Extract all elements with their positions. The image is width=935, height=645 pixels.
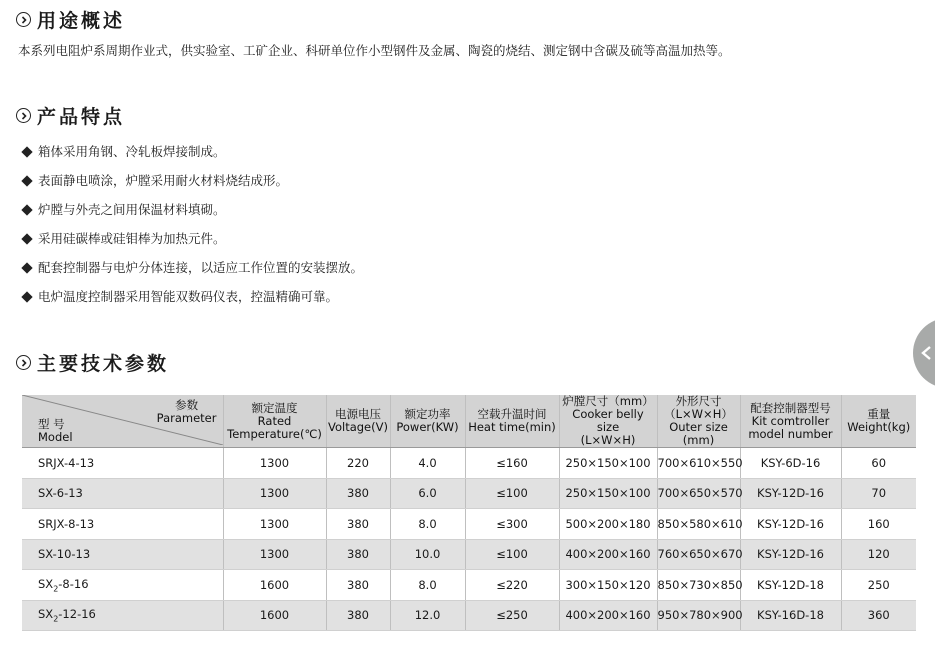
feature-list	[22, 143, 363, 317]
cell-power: 8.0	[390, 509, 465, 540]
cell-outer-size: 850×730×850	[657, 570, 740, 601]
cell-belly-size: 500×200×180	[559, 509, 657, 540]
table-row	[22, 539, 916, 570]
cell-temp: 1600	[223, 600, 326, 631]
feature-item	[22, 172, 363, 201]
table-row	[22, 509, 916, 540]
section-title-features: 产品特点	[37, 106, 126, 128]
table-header-row	[22, 395, 916, 448]
cell-power: 10.0	[390, 539, 465, 570]
corner-model-cn: 型 号	[38, 417, 65, 431]
header-belly-size: 炉膛尺寸（mm） Cooker belly size (L×W×H)	[559, 395, 657, 448]
cell-heat-time: ≤100	[465, 478, 559, 509]
feature-text: 电炉温度控制器采用智能双数码仪表，控温精确可靠。	[38, 289, 339, 304]
cell-controller: KSY-12D-18	[740, 570, 841, 601]
cell-weight: 120	[841, 539, 916, 570]
cell-weight: 250	[841, 570, 916, 601]
cell-weight: 60	[841, 448, 916, 479]
cell-heat-time: ≤160	[465, 448, 559, 479]
cell-outer-size: 700×610×550	[657, 448, 740, 479]
header-controller: 配套控制器型号 Kit comtroller model number	[740, 395, 841, 448]
cell-voltage: 380	[326, 600, 390, 631]
cell-heat-time: ≤100	[465, 539, 559, 570]
chevron-circle-icon	[16, 355, 31, 370]
cell-temp: 1300	[223, 539, 326, 570]
cell-outer-size: 850×580×610	[657, 509, 740, 540]
chevron-circle-icon	[16, 12, 31, 27]
cell-voltage: 380	[326, 570, 390, 601]
diamond-bullet-icon	[21, 291, 32, 302]
cell-weight: 160	[841, 509, 916, 540]
cell-belly-size: 300×150×120	[559, 570, 657, 601]
cell-model: SRJX-8-13	[22, 509, 223, 540]
feature-text: 表面静电喷涂，炉膛采用耐火材料烧结成形。	[38, 173, 289, 188]
table-row	[22, 600, 916, 631]
cell-outer-size: 760×650×670	[657, 539, 740, 570]
cell-belly-size: 250×150×100	[559, 478, 657, 509]
cell-controller: KSY-16D-18	[740, 600, 841, 631]
diamond-bullet-icon	[21, 233, 32, 244]
side-arrow-tab[interactable]	[913, 318, 935, 388]
cell-belly-size: 400×200×160	[559, 539, 657, 570]
section-header-specs	[16, 349, 169, 376]
corner-param-cn: 参数	[175, 398, 199, 412]
header-corner-cell	[22, 395, 223, 448]
cell-voltage: 380	[326, 539, 390, 570]
cell-belly-size: 400×200×160	[559, 600, 657, 631]
header-voltage: 电源电压 Voltage(V)	[326, 395, 390, 448]
header-rated-temp: 额定温度 Rated Temperature(℃)	[223, 395, 326, 448]
cell-model: SRJX-4-13	[22, 448, 223, 479]
header-heat-time: 空载升温时间 Heat time(min)	[465, 395, 559, 448]
side-arrow-tab-icon	[920, 346, 932, 360]
cell-controller: KSY-12D-16	[740, 478, 841, 509]
cell-controller: KSY-6D-16	[740, 448, 841, 479]
feature-text: 箱体采用角钢、冷轧板焊接制成。	[38, 144, 226, 159]
feature-item	[22, 230, 363, 259]
feature-text: 配套控制器与电炉分体连接，以适应工作位置的安装摆放。	[38, 260, 364, 275]
diamond-bullet-icon	[21, 175, 32, 186]
cell-model: $SX_2-12-16$	[22, 600, 223, 631]
section-title-specs: 主要技术参数	[37, 353, 170, 375]
corner-param-label	[157, 399, 217, 425]
cell-outer-size: 700×650×570	[657, 478, 740, 509]
header-outer-size: 外形尺寸 （L×W×H） Outer size (mm)	[657, 395, 740, 448]
cell-power: 12.0	[390, 600, 465, 631]
feature-item	[22, 288, 363, 317]
feature-item	[22, 201, 363, 230]
header-weight: 重量 Weight(kg)	[841, 395, 916, 448]
cell-voltage: 380	[326, 478, 390, 509]
cell-power: 6.0	[390, 478, 465, 509]
cell-model: SX-6-13	[22, 478, 223, 509]
cell-weight: 70	[841, 478, 916, 509]
cell-heat-time: ≤300	[465, 509, 559, 540]
cell-model: SX-10-13	[22, 539, 223, 570]
cell-voltage: 220	[326, 448, 390, 479]
section-header-features	[16, 102, 125, 129]
diamond-bullet-icon	[21, 204, 32, 215]
cell-outer-size: 950×780×900	[657, 600, 740, 631]
diamond-bullet-icon	[21, 146, 32, 157]
corner-model-label	[38, 418, 73, 444]
table-row	[22, 478, 916, 509]
cell-heat-time: ≤250	[465, 600, 559, 631]
cell-controller: KSY-12D-16	[740, 509, 841, 540]
cell-belly-size: 250×150×100	[559, 448, 657, 479]
cell-voltage: 380	[326, 509, 390, 540]
table-row	[22, 570, 916, 601]
corner-model-en: Model	[38, 430, 73, 444]
cell-temp: 1300	[223, 509, 326, 540]
cell-weight: 360	[841, 600, 916, 631]
header-power: 额定功率 Power(KW)	[390, 395, 465, 448]
corner-param-en: Parameter	[156, 411, 217, 425]
cell-model: $SX_2-8-16$	[22, 570, 223, 601]
feature-text: 炉膛与外壳之间用保温材料填砌。	[38, 202, 226, 217]
table-row	[22, 448, 916, 479]
usage-text: 本系列电阻炉系周期作业式，供实验室、工矿企业、科研单位作小型钢件及金属、陶瓷的烧结、测定钢中含碳及硫等高温加热等。	[18, 43, 731, 58]
section-title-usage: 用途概述	[37, 10, 126, 32]
diamond-bullet-icon	[21, 262, 32, 273]
feature-item	[22, 259, 363, 288]
cell-temp: 1300	[223, 448, 326, 479]
cell-temp: 1300	[223, 478, 326, 509]
cell-temp: 1600	[223, 570, 326, 601]
cell-heat-time: ≤220	[465, 570, 559, 601]
section-header-usage	[16, 6, 125, 33]
cell-power: 4.0	[390, 448, 465, 479]
chevron-circle-icon	[16, 108, 31, 123]
cell-power: 8.0	[390, 570, 465, 601]
feature-text: 采用硅碳棒或硅钼棒为加热元件。	[38, 231, 226, 246]
spec-table	[22, 395, 916, 631]
feature-item	[22, 143, 363, 172]
cell-controller: KSY-12D-16	[740, 539, 841, 570]
